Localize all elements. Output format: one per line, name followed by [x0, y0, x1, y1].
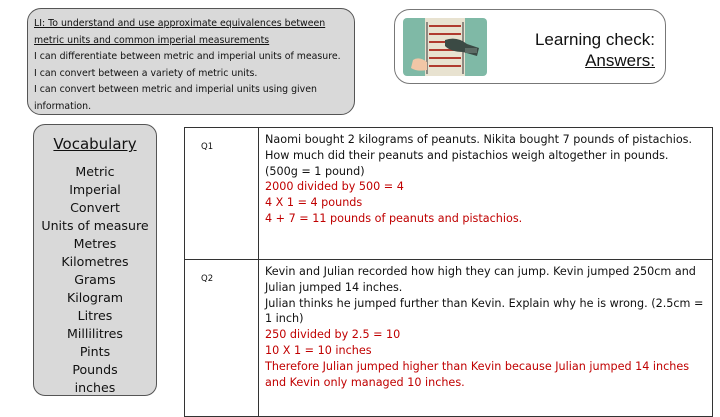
question-line: (500g = 1 pound)	[265, 164, 365, 178]
table-row	[185, 260, 713, 417]
vocab-word: Pounds	[72, 362, 118, 377]
question-line: Julian jumped 14 inches.	[265, 280, 403, 294]
vocab-word: Imperial	[69, 182, 121, 197]
questions-table	[184, 127, 713, 417]
question-line: How much did their peanuts and pistachios weigh altogether in pounds.	[265, 148, 669, 162]
answers-label: Answers:	[585, 51, 655, 70]
vocabulary-heading: Vocabulary	[53, 135, 137, 153]
vocab-word: Litres	[77, 308, 113, 323]
answer-line: 10 X 1 = 10 inches	[265, 343, 372, 357]
vocab-word: Millilitres	[66, 326, 123, 341]
question-label: Q2	[185, 260, 259, 417]
objective-item: I can convert between a variety of metric units.	[34, 67, 258, 79]
learning-intention-title-line-1: LI: To understand and use approximate equivalences between	[34, 18, 326, 29]
table-row	[185, 128, 713, 260]
answer-line: 250 divided by 2.5 = 10	[265, 328, 401, 342]
vocab-word: Grams	[74, 272, 116, 287]
question-line: 1 inch)	[265, 312, 304, 326]
learning-check-box	[394, 9, 666, 84]
question-label: Q1	[185, 128, 259, 260]
vocab-word: Pints	[79, 344, 111, 359]
question-cell	[259, 128, 713, 260]
vocab-word: Kilogram	[66, 290, 124, 305]
learning-intention-box	[27, 8, 355, 115]
question-line: Kevin and Julian recorded how high they can jump. Kevin jumped 250cm and	[265, 265, 696, 278]
answer-line: 4 + 7 = 11 pounds of peanuts and pistachios.	[265, 211, 523, 225]
vocab-word: inches	[74, 380, 116, 395]
answer-line: and Kevin only managed 10 inches.	[265, 375, 465, 389]
measuring-tape-illustration	[403, 18, 487, 76]
learning-check-label: Learning check:	[534, 30, 655, 49]
question-line: Naomi bought 2 kilograms of peanuts. Nikita bought 7 pounds of pistachios.	[265, 133, 693, 146]
question-cell	[259, 260, 713, 417]
objective-item: information.	[34, 100, 92, 112]
objective-item: I can differentiate between metric and imperial units of measure.	[34, 51, 341, 63]
vocab-word: Kilometres	[61, 254, 129, 269]
question-line: Julian thinks he jumped further than Kevin. Explain why he is wrong. (2.5cm =	[265, 296, 704, 310]
learning-check-title	[535, 29, 655, 71]
measuring-tape-icon	[403, 18, 487, 76]
learning-intention-title-line-2: metric units and common imperial measurements	[34, 34, 270, 46]
vocabulary-box	[33, 124, 157, 396]
vocabulary-list	[34, 163, 156, 397]
vocab-word: Metres	[73, 236, 117, 251]
answer-line: 2000 divided by 500 = 4	[265, 180, 404, 194]
vocab-word: Units of measure	[41, 218, 149, 233]
answer-line: Therefore Julian jumped higher than Kevin because Julian jumped 14 inches	[265, 359, 690, 373]
objective-item: I can convert between metric and imperial units using given	[34, 84, 317, 96]
answer-line: 4 X 1 = 4 pounds	[265, 196, 363, 210]
vocab-word: Convert	[70, 200, 120, 215]
vocab-word: Metric	[75, 164, 115, 179]
